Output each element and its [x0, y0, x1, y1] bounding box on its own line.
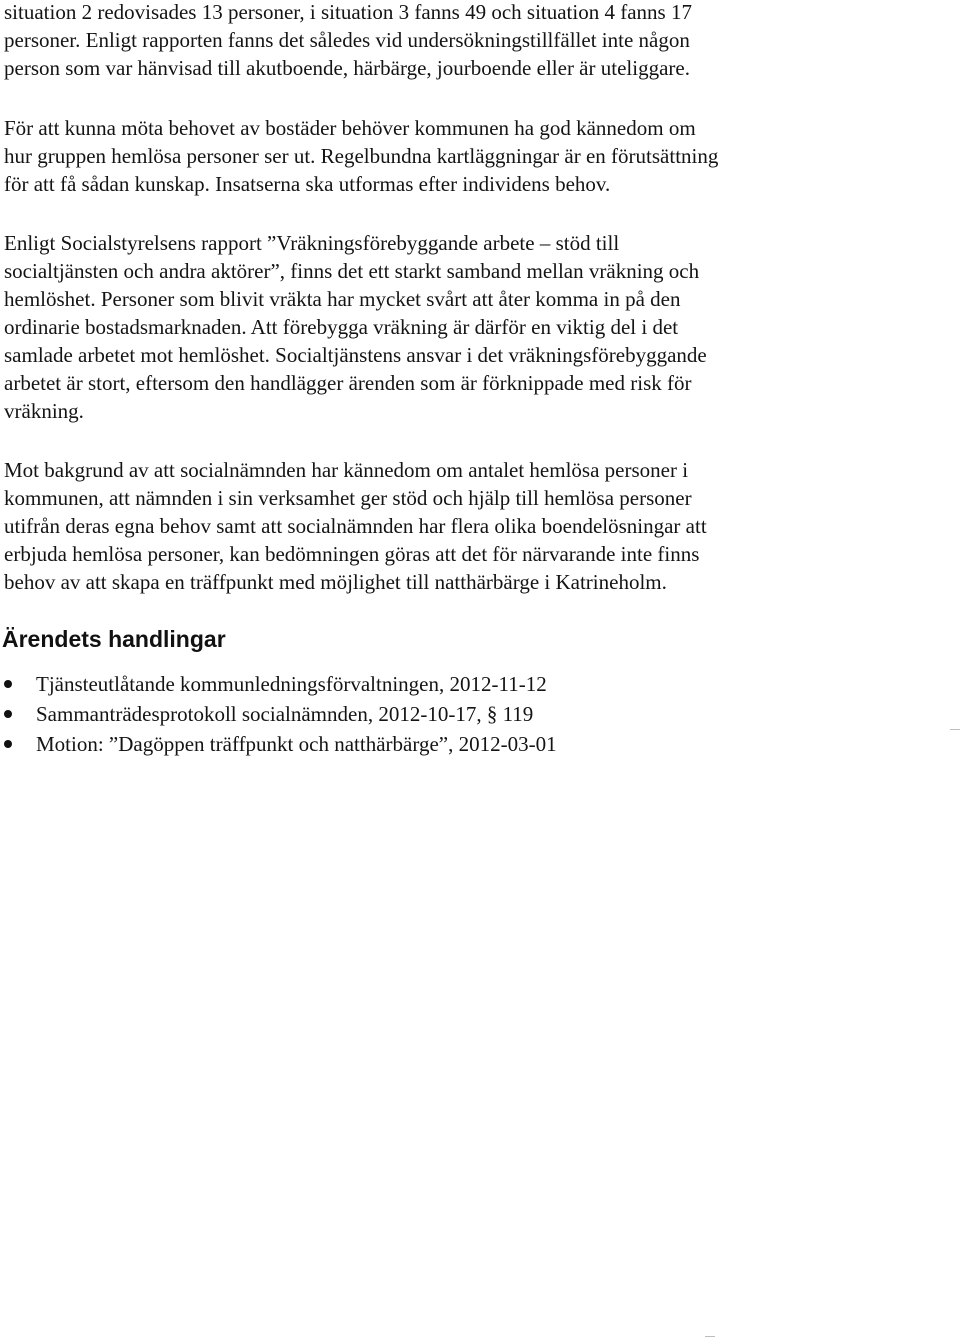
text-line: erbjuda hemlösa personer, kan bedömningen göras att det för närvarande inte finns: [4, 542, 700, 566]
paragraph-eviction-report: [4, 229, 954, 425]
list-item: [0, 729, 557, 759]
text-line: för att få sådan kunskap. Insatserna ska utformas efter individens behov.: [4, 172, 611, 196]
text-line: vräkning.: [4, 399, 84, 423]
list-item-text: Motion: ”Dagöppen träffpunkt och natthärbärge”, 2012-03-01: [36, 732, 557, 756]
bullet-icon: [4, 710, 12, 718]
text-line: Mot bakgrund av att socialnämnden har kännedom om antalet hemlösa personer i: [4, 458, 689, 482]
text-line: situation 2 redovisades 13 personer, i situation 3 fanns 49 och situation 4 fanns 17: [4, 0, 692, 24]
list-item: [0, 699, 557, 729]
text-line: arbetet är stort, eftersom den handlägger ärenden som är förknippade med risk för: [4, 371, 692, 395]
text-line: socialtjänsten och andra aktörer”, finns det ett starkt samband mellan vräkning och: [4, 259, 700, 283]
list-item-text: Tjänsteutlåtande kommunledningsförvaltningen, 2012-11-12: [36, 672, 547, 696]
text-line: kommunen, att nämnden i sin verksamhet ger stöd och hjälp till hemlösa personer: [4, 486, 692, 510]
text-line: För att kunna möta behovet av bostäder behöver kommunen ha god kännedom om: [4, 116, 696, 140]
list-item: [0, 669, 557, 699]
text-line: behov av att skapa en träffpunkt med möjlighet till natthärbärge i Katrineholm.: [4, 570, 667, 594]
list-item-text: Sammanträdesprotokoll socialnämnden, 2012-10-17, § 119: [36, 702, 534, 726]
text-line: hemlöshet. Personer som blivit vräkta har mycket svårt att åter komma in på den: [4, 287, 681, 311]
scan-artifact-mark: [705, 1336, 715, 1337]
bullet-icon: [4, 740, 12, 748]
text-line: personer. Enligt rapporten fanns det således vid undersökningstillfället inte någon: [4, 28, 690, 52]
scan-artifact-mark: [950, 729, 960, 730]
paragraph-housing-needs: [4, 114, 954, 198]
bullet-icon: [4, 680, 12, 688]
section-heading: Ärendets handlingar: [2, 626, 226, 652]
text-line: Enligt Socialstyrelsens rapport ”Vräkningsförebyggande arbete – stöd till: [4, 231, 620, 255]
text-line: ordinarie bostadsmarknaden. Att förebygga vräkning är därför en viktig del i det: [4, 315, 679, 339]
text-line: utifrån deras egna behov samt att socialnämnden har flera olika boendelösningar att: [4, 514, 707, 538]
documents-list: [0, 669, 557, 759]
text-line: person som var hänvisad till akutboende, härbärge, jourboende eller är uteliggare.: [4, 56, 690, 80]
text-line: hur gruppen hemlösa personer ser ut. Regelbundna kartläggningar är en förutsättning: [4, 144, 719, 168]
text-line: samlade arbetet mot hemlöshet. Socialtjänstens ansvar i det vräkningsförebyggande: [4, 343, 707, 367]
paragraph-situation-counts: [4, 0, 954, 82]
paragraph-conclusion: [4, 456, 954, 596]
